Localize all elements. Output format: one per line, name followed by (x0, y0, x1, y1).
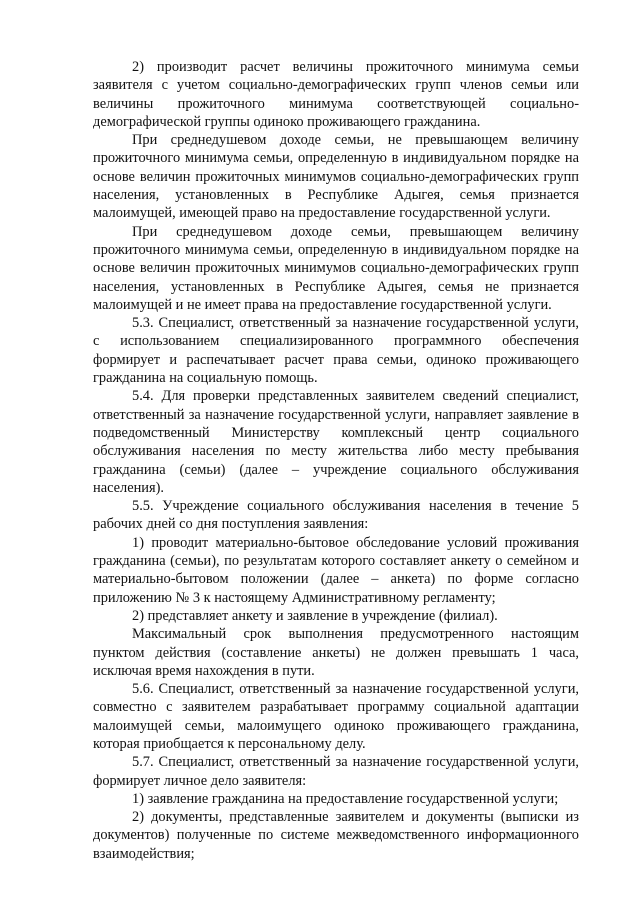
paragraph-5-4: 5.4. Для проверки представленных заявителем сведений специалист, ответственный за назначение государственной услуги, направляет заявление в подведомственный Министерству комплексный центр социального обслуживания населения по месту жительства либо месту пребывания гражданина (семьи) (далее – учреждение социального обслуживания населения). (93, 388, 579, 496)
paragraph-max-term: Максимальный срок выполнения предусмотренного настоящим пунктом действия (составление анкеты) не должен превышать 1 часа, исключая время нахождения в пути. (93, 626, 579, 679)
paragraph-low-income-eligible: При среднедушевом доходе семьи, не превышающем величину прожиточного минимума семьи, определенную в индивидуальном порядке на основе величин прожиточных минимумов социально-демографических групп населения, установленных в Республике Адыгея, семья признается малоимущей, имеющей право на предоставление государственной услуги. (93, 132, 579, 222)
paragraph-5-5: 5.5. Учреждение социального обслуживания населения в течение 5 рабочих дней со дня поступления заявления: (93, 498, 579, 533)
paragraph-calculation: 2) производит расчет величины прожиточного минимума семьи заявителя с учетом социально-демографических групп членов семьи или величины прожиточного минимума соответствующей социально-демографической группы одиноко проживающего гражданина. (93, 59, 579, 130)
paragraph-5-7-item-2: 2) документы, представленные заявителем и документы (выписки из документов) полученные по системе межведомственного информационного взаимодействия; (93, 809, 579, 862)
paragraph-5-5-item-2: 2) представляет анкету и заявление в учреждение (филиал). (132, 607, 498, 624)
paragraph-5-3: 5.3. Специалист, ответственный за назначение государственной услуги, с использованием специализированного программного обеспечения формирует и распечатывает расчет права семьи, одиноко проживающего гражданина на социальную помощь. (93, 315, 579, 387)
document-page (93, 58, 579, 863)
paragraph-5-5-item-1: 1) проводит материально-бытовое обследование условий проживания гражданина (семьи), по результатам которого составляет анкету о семейном и материально-бытовом положении (далее – анкета) по форме согласно приложению № 3 к настоящему Административному регламенту; (93, 534, 579, 606)
paragraph-5-6: 5.6. Специалист, ответственный за назначение государственной услуги, совместно с заявителем разрабатывает программу социальной адаптации малоимущей семьи, малоимущего одиноко проживающего гражданина, которая приобщается к персональному делу. (93, 681, 579, 752)
paragraph-5-7: 5.7. Специалист, ответственный за назначение государственной услуги, формирует личное дело заявителя: (93, 754, 579, 789)
paragraph-5-7-item-1: 1) заявление гражданина на предоставление государственной услуги; (132, 790, 559, 807)
paragraph-not-low-income: При среднедушевом доходе семьи, превышающем величину прожиточного минимума семьи, определенную в индивидуальном порядке на основе величин прожиточных минимумов социально-демографических групп населения, установленных в Республике Адыгея, семья не признается малоимущей и не имеет права на предоставление государственной услуги. (93, 223, 579, 313)
